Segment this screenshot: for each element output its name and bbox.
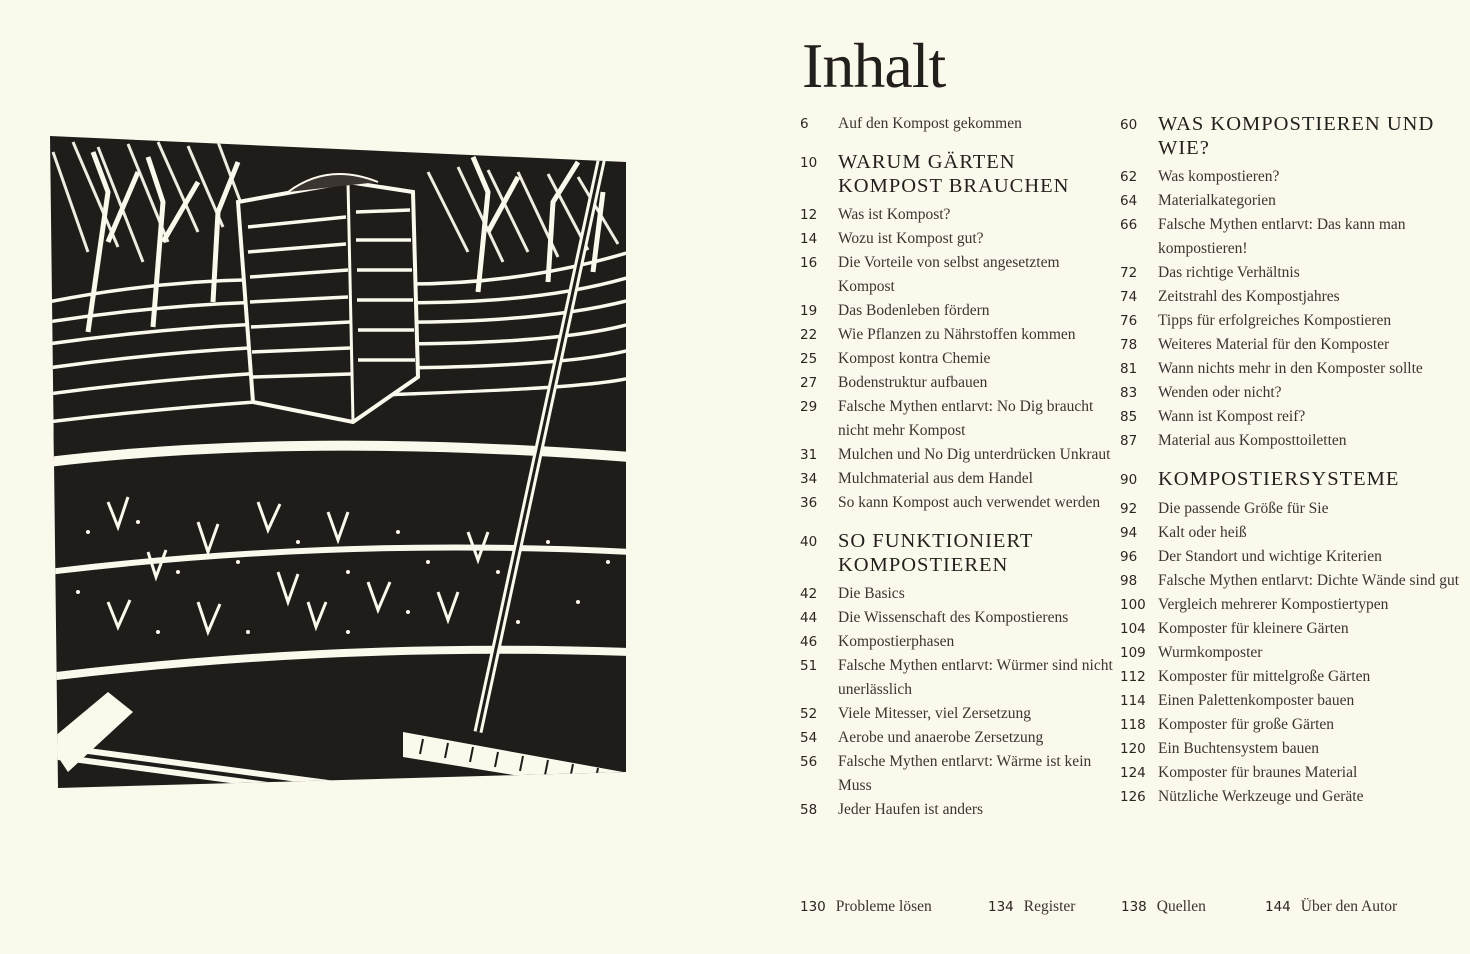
section-title: WARUM GÄRTEN KOMPOST BRAUCHEN [838, 151, 1070, 197]
page-number: 78 [1120, 337, 1138, 353]
toc-entry[interactable] [1120, 545, 1465, 569]
section-title: WAS KOMPOSTIEREN UND WIE? [1158, 113, 1435, 159]
page-title: Inhalt [802, 30, 946, 101]
page-number: 112 [1120, 669, 1146, 685]
entry-title: Mulchen und No Dig unterdrücken Unkraut [838, 446, 1111, 463]
entry-title: Material aus Komposttoiletten [1158, 432, 1347, 449]
toc-entry[interactable] [1120, 213, 1465, 261]
page-number: 10 [800, 155, 818, 171]
entry-title: Zeitstrahl des Kompostjahres [1158, 288, 1340, 305]
entry-title: Das Bodenleben fördern [838, 302, 990, 319]
toc-entry[interactable] [800, 112, 1120, 136]
page-number: 90 [1120, 472, 1138, 488]
page-number: 42 [800, 586, 818, 602]
page-number: 134 [988, 899, 1014, 915]
entry-title: Wurmkomposter [1158, 644, 1263, 661]
page-number: 126 [1120, 789, 1146, 805]
toc-entry[interactable] [800, 443, 1120, 467]
entry-title: Einen Palettenkomposter bauen [1158, 692, 1355, 709]
toc-entry[interactable] [800, 467, 1120, 491]
entry-title: Wozu ist Kompost gut? [838, 230, 984, 247]
page-number: 52 [800, 706, 818, 722]
toc-entry[interactable] [800, 606, 1120, 630]
page-number: 46 [800, 634, 818, 650]
entry-title: Die Vorteile von selbst angesetztem Kompost [838, 254, 1060, 295]
page-number: 94 [1120, 525, 1138, 541]
page-number: 92 [1120, 501, 1138, 517]
entry-title: Kalt oder heiß [1158, 524, 1247, 541]
page-number: 109 [1120, 645, 1146, 661]
toc-entry[interactable] [1120, 665, 1465, 689]
toc-entry[interactable] [800, 798, 1120, 822]
toc-left-column [800, 112, 1120, 822]
toc-section-heading[interactable] [1120, 467, 1465, 492]
entry-title: Der Standort und wichtige Kriterien [1158, 548, 1382, 565]
page-number: 31 [800, 447, 818, 463]
toc-entry[interactable] [800, 299, 1120, 323]
page-number: 76 [1120, 313, 1138, 329]
toc-entry[interactable] [1120, 785, 1465, 809]
toc-bottom-row [800, 895, 1460, 919]
page-number: 54 [800, 730, 818, 746]
toc-right-column [1120, 112, 1465, 809]
entry-title: Kompostierphasen [838, 633, 955, 650]
page-number: 72 [1120, 265, 1138, 281]
entry-title: Tipps für erfolgreiches Kompostieren [1158, 312, 1392, 329]
page-number: 62 [1120, 169, 1138, 185]
entry-title: Weiteres Material für den Komposter [1158, 336, 1390, 353]
page-number: 81 [1120, 361, 1138, 377]
toc-entry[interactable] [1120, 689, 1465, 713]
entry-title: Nützliche Werkzeuge und Geräte [1158, 788, 1364, 805]
page-number: 16 [800, 255, 818, 271]
page-number: 44 [800, 610, 818, 626]
entry-title: Aerobe und anaerobe Zersetzung [838, 729, 1044, 746]
page-number: 96 [1120, 549, 1138, 565]
toc-entry[interactable] [1120, 429, 1465, 453]
entry-title: Probleme lösen [835, 898, 932, 915]
page-number: 25 [800, 351, 818, 367]
toc-entry-bottom[interactable] [1265, 895, 1397, 919]
toc-entry[interactable] [1120, 285, 1465, 309]
toc-entry[interactable] [1120, 357, 1465, 381]
toc-entry[interactable] [800, 750, 1120, 798]
toc-entry[interactable] [1120, 521, 1465, 545]
page-number: 120 [1120, 741, 1146, 757]
toc-entry[interactable] [1120, 309, 1465, 333]
section-title: KOMPOSTIERSYSTEME [1158, 468, 1400, 490]
page-number: 14 [800, 231, 818, 247]
entry-title: Materialkategorien [1158, 192, 1276, 209]
page-number: 27 [800, 375, 818, 391]
page-number: 144 [1265, 899, 1291, 915]
entry-title: Vergleich mehrerer Kompostiertypen [1158, 596, 1389, 613]
entry-title: Wenden oder nicht? [1158, 384, 1282, 401]
page-number: 74 [1120, 289, 1138, 305]
entry-title: Wann ist Kompost reif? [1158, 408, 1306, 425]
toc-entry[interactable] [800, 347, 1120, 371]
toc-entry[interactable] [1120, 261, 1465, 285]
page-number: 87 [1120, 433, 1138, 449]
page-number: 34 [800, 471, 818, 487]
toc-entry-bottom[interactable] [988, 895, 1075, 919]
page-number: 29 [800, 399, 818, 415]
page-number: 130 [800, 899, 826, 915]
page-number: 83 [1120, 385, 1138, 401]
toc-entry[interactable] [1120, 333, 1465, 357]
toc-entry[interactable] [1120, 617, 1465, 641]
entry-title: Jeder Haufen ist anders [838, 801, 984, 818]
toc-section-heading[interactable] [800, 529, 1120, 577]
toc-entry[interactable] [800, 582, 1120, 606]
toc-entry[interactable] [1120, 189, 1465, 213]
toc-entry[interactable] [800, 371, 1120, 395]
entry-title: Was kompostieren? [1158, 168, 1280, 185]
entry-title: Wie Pflanzen zu Nährstoffen kommen [838, 326, 1076, 343]
toc-entry[interactable] [1120, 737, 1465, 761]
section-title: SO FUNKTIONIERT KOMPOSTIEREN [838, 530, 1034, 576]
entry-title: Quellen [1156, 898, 1206, 915]
toc-entry[interactable] [800, 395, 1120, 443]
entry-title: Bodenstruktur aufbauen [838, 374, 988, 391]
toc-entry[interactable] [1120, 497, 1465, 521]
toc-entry[interactable] [800, 491, 1120, 515]
page-number: 118 [1120, 717, 1146, 733]
page-number: 124 [1120, 765, 1146, 781]
toc-entry[interactable] [800, 323, 1120, 347]
page-number: 100 [1120, 597, 1146, 613]
entry-title: Die Basics [838, 585, 905, 602]
entry-title: Mulchmaterial aus dem Handel [838, 470, 1033, 487]
entry-title: Kompost kontra Chemie [838, 350, 991, 367]
entry-title: Register [1023, 898, 1076, 915]
entry-title: Falsche Mythen entlarvt: No Dig braucht nicht mehr Kompost [838, 398, 1094, 439]
toc-entry[interactable] [1120, 761, 1465, 785]
page-number: 85 [1120, 409, 1138, 425]
page-number: 40 [800, 534, 818, 550]
entry-title: Falsche Mythen entlarvt: Wärme ist kein Muss [838, 753, 1092, 794]
entry-title: Die Wissenschaft des Kompostierens [838, 609, 1069, 626]
toc-entry[interactable] [800, 203, 1120, 227]
page-number: 98 [1120, 573, 1138, 589]
page-number: 114 [1120, 693, 1146, 709]
page-number: 51 [800, 658, 818, 674]
page-number: 60 [1120, 117, 1138, 133]
page-number: 138 [1121, 899, 1147, 915]
toc-entry[interactable] [1120, 405, 1465, 429]
entry-title: Falsche Mythen entlarvt: Würmer sind nicht unerlässlich [838, 657, 1113, 698]
entry-title: So kann Kompost auch verwendet werden [838, 494, 1101, 511]
page-number: 66 [1120, 217, 1138, 233]
toc-entry[interactable] [1120, 641, 1465, 665]
toc-entry[interactable] [800, 654, 1120, 702]
page-number: 36 [800, 495, 818, 511]
toc-entry[interactable] [1120, 593, 1465, 617]
toc-entry[interactable] [800, 251, 1120, 299]
page-number: 22 [800, 327, 818, 343]
toc-section-heading[interactable] [800, 150, 1120, 198]
entry-title: Ein Buchtensystem bauen [1158, 740, 1319, 757]
entry-title: Falsche Mythen entlarvt: Dichte Wände sind gut [1158, 572, 1460, 589]
entry-title: Über den Autor [1300, 898, 1398, 915]
entry-title: Auf den Kompost gekommen [838, 115, 1022, 132]
toc-entry-bottom[interactable] [800, 895, 932, 919]
compost-garden-illustration [48, 132, 630, 792]
entry-title: Komposter für große Gärten [1158, 716, 1335, 733]
entry-title: Komposter für mittelgroße Gärten [1158, 668, 1371, 685]
toc-entry[interactable] [1120, 569, 1465, 593]
page-number: 6 [800, 116, 809, 132]
toc-entry[interactable] [800, 726, 1120, 750]
entry-title: Wann nichts mehr in den Komposter sollte [1158, 360, 1423, 377]
toc-entry[interactable] [1120, 713, 1465, 737]
page-number: 104 [1120, 621, 1146, 637]
entry-title: Was ist Kompost? [838, 206, 951, 223]
page-number: 12 [800, 207, 818, 223]
entry-title: Die passende Größe für Sie [1158, 500, 1329, 517]
toc-entry[interactable] [1120, 165, 1465, 189]
entry-title: Das richtige Verhältnis [1158, 264, 1300, 281]
toc-entry[interactable] [800, 702, 1120, 726]
toc-section-heading[interactable] [1120, 112, 1465, 160]
page-number: 58 [800, 802, 818, 818]
entry-title: Viele Mitesser, viel Zersetzung [838, 705, 1031, 722]
toc-entry[interactable] [800, 630, 1120, 654]
entry-title: Falsche Mythen entlarvt: Das kann man kompostieren! [1158, 216, 1406, 257]
entry-title: Komposter für braunes Material [1158, 764, 1358, 781]
page-number: 56 [800, 754, 818, 770]
toc-entry[interactable] [800, 227, 1120, 251]
entry-title: Komposter für kleinere Gärten [1158, 620, 1349, 637]
toc-entry[interactable] [1120, 381, 1465, 405]
toc-entry-bottom[interactable] [1121, 895, 1206, 919]
page-number: 19 [800, 303, 818, 319]
page-number: 64 [1120, 193, 1138, 209]
